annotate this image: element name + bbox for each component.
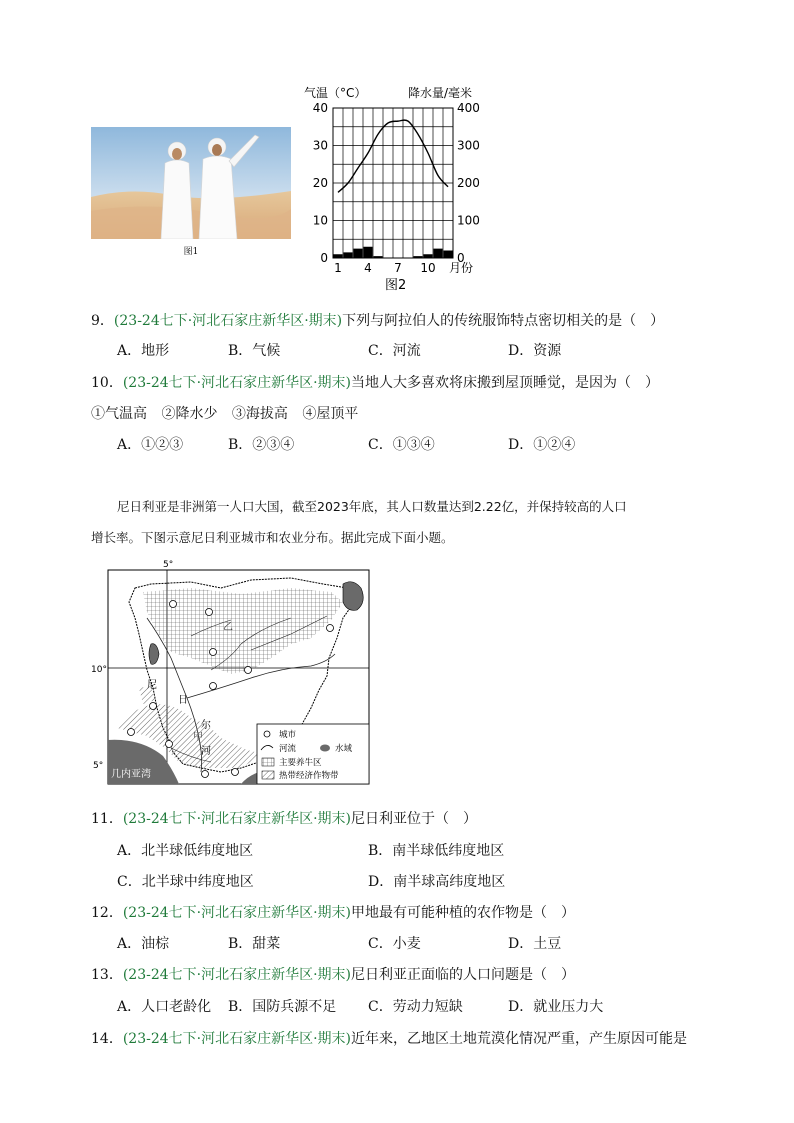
statement-4: ④屋顶平: [302, 406, 359, 422]
question-text: 近年来，乙地区土地荒漠化情况严重，产生原因可能是: [351, 1031, 688, 1047]
question-text: 下列与阿拉伯人的传统服饰特点密切相关的是（ ）: [342, 313, 665, 329]
q11-option-c[interactable]: C．北半球中纬度地区: [117, 874, 254, 890]
gulf-label: 几内亚湾: [111, 769, 151, 780]
q13-option-d[interactable]: D．就业压力大: [508, 999, 604, 1015]
question-text: 当地人大多喜欢将床搬到屋顶睡觉，是因为（ ）: [351, 375, 660, 391]
lat-5-label: 5°: [93, 761, 104, 771]
precipitation-bar: [354, 249, 363, 258]
question-9: [91, 311, 664, 331]
question-number: 11．: [91, 811, 123, 827]
question-14: [91, 1029, 687, 1049]
precipitation-bar: [364, 247, 373, 258]
city-marker: [206, 609, 213, 616]
precipitation-bar: [424, 254, 433, 258]
q9-option-b[interactable]: B．气候: [228, 343, 281, 359]
x-tick-label: 10: [420, 261, 436, 275]
legend-river: 河流: [279, 744, 297, 754]
q12-option-b[interactable]: B．甜菜: [228, 936, 281, 952]
y-tick-label: 30: [312, 138, 328, 153]
question-text: 甲地最有可能种植的农作物是（ ）: [351, 905, 576, 921]
city-marker: [202, 771, 209, 778]
x-tick-label: 1: [334, 261, 342, 275]
q9-option-c[interactable]: C．河流: [368, 343, 421, 359]
month-unit-label: 月份: [449, 261, 474, 275]
intro-line-1: 尼日利亚是非洲第一人口大国，截至2023年底，其人口数量达到2.22亿，并保持较高的人口: [117, 499, 627, 514]
figure-2-caption: 图2: [385, 278, 407, 293]
desert-photo: [91, 127, 291, 239]
river-char-2: 日: [178, 695, 188, 706]
legend-cattle: 主要养牛区: [279, 758, 322, 768]
q12-option-c[interactable]: C．小麦: [368, 936, 421, 952]
left-axis-title: 气温（°C）: [304, 86, 367, 100]
question-source[interactable]: (23-24七下·河北石家庄新华区·期末): [122, 905, 352, 921]
legend-tropical-icon: [262, 771, 274, 779]
question-12: [91, 903, 575, 923]
city-marker: [232, 769, 239, 776]
y-tick-label: 40: [312, 101, 328, 115]
q10-option-d[interactable]: D．①②④: [508, 437, 576, 453]
y2-tick-label: 0: [457, 251, 465, 265]
q13-option-b[interactable]: B．国防兵源不足: [228, 999, 337, 1015]
climate-chart-svg: [300, 82, 490, 297]
intro-line-2: 增长率。下图示意尼日利亚城市和农业分布。据此完成下面小题。: [91, 530, 454, 545]
q12-option-d[interactable]: D．土豆: [508, 936, 562, 952]
nigeria-map: [91, 558, 373, 798]
y2-tick-label: 200: [457, 176, 480, 190]
legend-water-icon: [320, 745, 330, 752]
question-source[interactable]: (23-24七下·河北石家庄新华区·期末): [122, 811, 352, 827]
climate-chart: [300, 82, 490, 297]
city-marker: [327, 625, 334, 632]
legend-tropical: 热带经济作物带: [279, 771, 339, 781]
legend-city: 城市: [279, 730, 297, 740]
q10-statements: [91, 404, 358, 424]
statement-1: ①气温高: [91, 406, 147, 422]
city-marker: [210, 683, 217, 690]
legend-city-icon: [264, 731, 270, 737]
q12-option-a[interactable]: A．油棕: [117, 936, 170, 952]
question-text: 尼日利亚正面临的人口问题是（ ）: [351, 967, 576, 983]
city-marker: [128, 729, 135, 736]
city-marker: [245, 667, 252, 674]
y-tick-label: 20: [312, 176, 328, 190]
question-number: 12．: [91, 905, 123, 921]
precipitation-bar: [344, 252, 353, 258]
question-11: [91, 809, 477, 829]
statement-2: ②降水少: [161, 406, 218, 422]
precipitation-bar: [434, 249, 443, 258]
y-tick-label: 0: [320, 251, 328, 265]
q10-option-a[interactable]: A．①②③: [117, 437, 184, 453]
question-source[interactable]: (23-24七下·河北石家庄新华区·期末): [122, 1031, 352, 1047]
figure-1-caption: 图1: [183, 247, 199, 257]
legend-cattle-icon: [262, 758, 274, 766]
river-char-1: 尼: [147, 680, 157, 691]
legend-water: 水域: [335, 744, 353, 754]
q10-option-b[interactable]: B．②③④: [228, 437, 295, 453]
q13-option-c[interactable]: C．劳动力短缺: [368, 999, 463, 1015]
precipitation-bar: [374, 256, 383, 258]
y-tick-label: 10: [312, 213, 328, 228]
city-marker: [166, 741, 173, 748]
question-number: 10．: [91, 375, 123, 391]
region-jia-label: 甲: [193, 732, 203, 743]
q10-option-c[interactable]: C．①③④: [368, 437, 435, 453]
question-source[interactable]: (23-24七下·河北石家庄新华区·期末): [122, 967, 352, 983]
question-13: [91, 965, 575, 985]
question-source[interactable]: (23-24七下·河北石家庄新华区·期末): [122, 375, 352, 391]
lat-10-label: 10°: [91, 665, 107, 675]
q9-option-d[interactable]: D．资源: [508, 343, 562, 359]
nigeria-map-svg: [91, 558, 373, 798]
city-marker: [210, 649, 217, 656]
city-marker: [170, 601, 177, 608]
question-source[interactable]: (23-24七下·河北石家庄新华区·期末): [113, 313, 343, 329]
q9-option-a[interactable]: A．地形: [117, 343, 170, 359]
x-tick-label: 4: [364, 261, 372, 275]
question-number: 9．: [91, 313, 114, 329]
q11-option-d[interactable]: D．南半球高纬度地区: [368, 874, 506, 890]
question-10: [91, 373, 659, 393]
right-axis-title: 降水量/毫米: [408, 86, 473, 100]
q13-option-a[interactable]: A．人口老龄化: [117, 999, 212, 1015]
question-number: 14．: [91, 1031, 123, 1047]
q11-option-b[interactable]: B．南半球低纬度地区: [368, 843, 505, 859]
question-number: 13．: [91, 967, 123, 983]
y2-tick-label: 100: [457, 213, 480, 228]
precipitation-bar: [334, 254, 343, 258]
region-yi-label: 乙: [223, 622, 233, 633]
meridian-label: 5°: [163, 560, 174, 570]
map-legend: [257, 724, 369, 784]
precipitation-bar: [414, 256, 423, 258]
x-tick-label: 7: [394, 261, 402, 275]
precipitation-bar: [444, 251, 453, 259]
statement-3: ③海拔高: [231, 406, 288, 422]
figure-1: [91, 127, 291, 257]
y2-tick-label: 400: [457, 101, 480, 115]
question-text: 尼日利亚位于（ ）: [351, 811, 478, 827]
river-char-4: 河: [201, 746, 211, 757]
chart-grid: [333, 108, 453, 258]
river-char-3: 尔: [201, 720, 211, 731]
q11-option-a[interactable]: A．北半球低纬度地区: [117, 843, 254, 859]
city-marker: [150, 703, 157, 710]
y2-tick-label: 300: [457, 138, 480, 153]
